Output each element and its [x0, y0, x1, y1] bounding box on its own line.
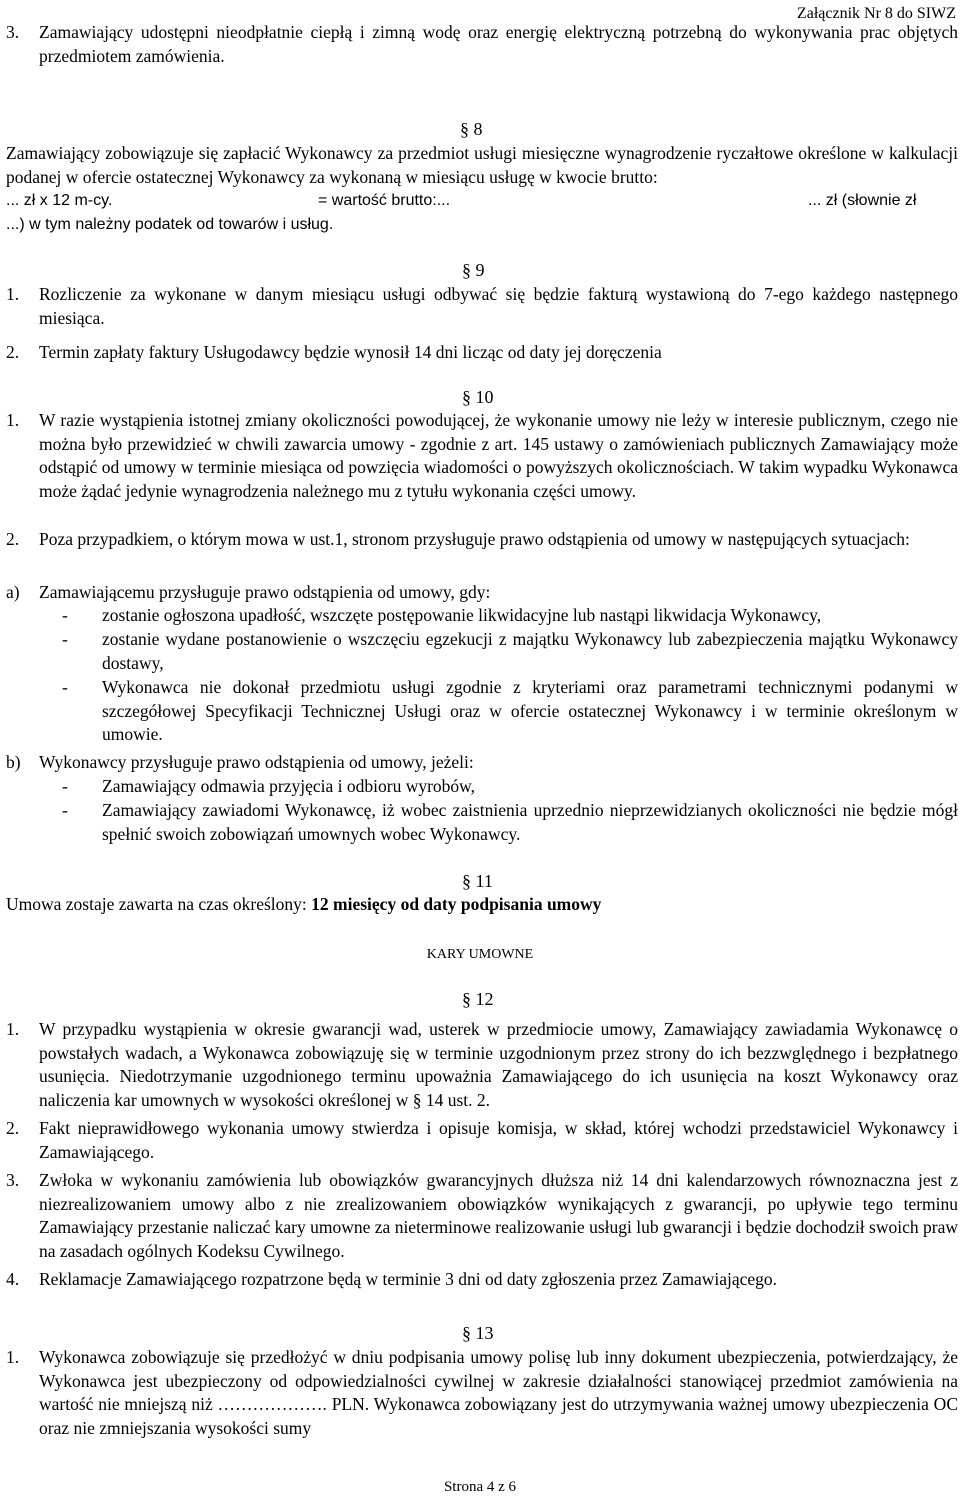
amount-words: ... zł (słownie zł: [808, 192, 917, 209]
paragraph: Rozliczenie za wykonane w danym miesiącu usługi odbywać się będzie fakturą wystawioną do 7-ego każdego następnego miesiąca.: [39, 284, 958, 328]
paragraph: Wykonawca zobowiązuje się przedłożyć w dniu podpisania umowy polisę lub inny dokument ubezpieczenia, potwierdzający, że Wykonawca jest ubezpieczony od odpowiedzialności cywilnej w zakresie działalności stanowiącej przedmiot zamówienia na wartość nie mniejszą niż ………………. PLN. Wykonawca zobowiązany jest do utrzymywania ważnej umowy ubezpieczenia OC oraz nie zmniejszania wysokości sumy: [39, 1347, 958, 1438]
term-bold: 12 miesięcy od daty podpisania umowy: [311, 894, 602, 914]
gross-value: = wartość brutto:...: [318, 192, 451, 209]
item-letter: b): [6, 752, 21, 772]
item-number: 1.: [6, 284, 20, 304]
paragraph: Zamawiający udostępni nieodpłatnie ciepłą i zimną wodę oraz energię elektryczną potrzebną do wykonywania prac objętych przedmiotem zamówienia.: [39, 22, 958, 66]
list-item: zostanie wydane postanowienie o wszczęciu egzekucji z majątku Wykonawcy lub zabezpieczenia majątku Wykonawcy dostawy,: [102, 629, 958, 673]
item-number: 1.: [6, 1019, 20, 1039]
item-number: 3.: [6, 1170, 20, 1190]
list-item: Wykonawca nie dokonał przedmiotu usługi zgodnie z kryteriami oraz parametrami technicznymi podanymi w szczegółowej Specyfikacji Technicznej Usługi oraz w ofercie ostatecznej Wykonawcy i w terminie określonym w umowie.: [102, 677, 958, 744]
paragraph: Termin zapłaty faktury Usługodawcy będzie wynosił 14 dni licząc od daty jej doręczenia: [39, 342, 662, 362]
paragraph: W przypadku wystąpienia w okresie gwarancji wad, usterek w przedmiocie umowy, Zamawiający zawiadamia Wykonawcę o powstałych wadach, a Wykonawca zobowiązuję się w terminie uzgodnionym przez strony do ich bezzwględnego i bezpłatnego usunięcia. Niedotrzymanie uzgodnionego terminu upoważnia Zamawiającego do ich usunięcia na koszt Wykonawcy oraz naliczenia kar umownych w wysokości określonej w § 14 ust. 2.: [39, 1019, 958, 1110]
item-number: 1.: [6, 1347, 20, 1367]
list-item: Zamawiający odmawia przyjęcia i odbioru wyrobów,: [102, 776, 476, 796]
section-title: § 12: [462, 989, 494, 1009]
term-text: Umowa zostaje zawarta na czas określony:: [6, 894, 312, 914]
dash: -: [62, 677, 68, 697]
tax-note: ...) w tym należny podatek od towarów i usług.: [6, 216, 334, 233]
subheading: KARY UMOWNE: [426, 947, 534, 962]
section-title: § 9: [462, 260, 485, 280]
item-number: 2.: [6, 342, 20, 362]
paragraph: Fakt nieprawidłowego wykonania umowy stwierdza i opisuje komisja, w skład, której wchodzi przedstawiciel Wykonawcy i Zamawiającego.: [39, 1118, 958, 1162]
item-number: 2.: [6, 1118, 20, 1138]
list-item: Zamawiający zawiadomi Wykonawcę, iż wobec zaistnienia uprzednio nieprzewidzianych okoliczności nie będzie mógł spełnić swoich zobowiązań umownych wobec Wykonawcy.: [102, 800, 958, 844]
item-number: 3.: [6, 22, 20, 42]
paragraph: Zwłoka w wykonaniu zamówienia lub obowiązków gwarancyjnych dłuższa niż 14 dni kalendarzowych równoznaczna jest z niezrealizowaniem umowy albo z nie zrealizowaniem obowiązków wynikających z gwarancji, po upływie tego terminu Zamawiający przestanie naliczać kary umowne za nieterminowe realizowanie usługi lub gwarancji i będzie dochodził swoich praw na zasadach ogólnych Kodeksu Cywilnego.: [39, 1170, 958, 1261]
page-header: Załącznik Nr 8 do SIWZ: [796, 5, 956, 22]
item-number: 2.: [6, 529, 20, 549]
section-title: § 8: [460, 119, 483, 139]
paragraph: Zamawiający zobowiązuje się zapłacić Wykonawcy za przedmiot usługi miesięczne wynagrodzenie ryczałtowe określone w kalkulacji podanej w ofercie ostatecznej Wykonawcy za wykonaną w miesiącu usługę w kwocie brutto:: [6, 143, 958, 187]
paragraph: [6, 893, 958, 917]
dash: -: [62, 776, 68, 796]
section-title: § 10: [462, 387, 494, 407]
paragraph: Zamawiającemu przysługuje prawo odstąpienia od umowy, gdy:: [39, 582, 491, 602]
amount-blank: ... zł x 12 m-cy.: [6, 192, 113, 209]
item-number: 1.: [6, 410, 20, 430]
page-footer: Strona 4 z 6: [443, 1479, 517, 1495]
dash: -: [62, 605, 68, 625]
list-item: zostanie ogłoszona upadłość, wszczęte postępowanie likwidacyjne lub nastąpi likwidacja Wykonawcy,: [102, 605, 822, 625]
item-letter: a): [6, 582, 20, 602]
paragraph: Wykonawcy przysługuje prawo odstąpienia od umowy, jeżeli:: [39, 752, 474, 772]
section-title: § 13: [462, 1323, 494, 1343]
dash: -: [62, 629, 68, 649]
paragraph: Poza przypadkiem, o którym mowa w ust.1, stronom przysługuje prawo odstąpienia od umowy w następujących sytuacjach:: [39, 529, 910, 549]
item-number: 4.: [6, 1269, 20, 1289]
paragraph: Reklamacje Zamawiającego rozpatrzone będą w terminie 3 dni od daty zgłoszenia przez Zamawiającego.: [39, 1269, 778, 1289]
paragraph: W razie wystąpienia istotnej zmiany okoliczności powodującej, że wykonanie umowy nie leży w interesie publicznym, czego nie można było przewidzieć w chwili zawarcia umowy - zgodnie z art. 145 ustawy o zamówieniach publicznych Zamawiający może odstąpić od umowy w terminie miesiąca od powzięcia wiadomości o powyższych okolicznościach. W takim wypadku Wykonawca może żądać jedynie wynagrodzenia należnego mu z tytułu wykonania części umowy.: [39, 410, 958, 501]
section-title: § 11: [462, 871, 493, 891]
dash: -: [62, 800, 68, 820]
